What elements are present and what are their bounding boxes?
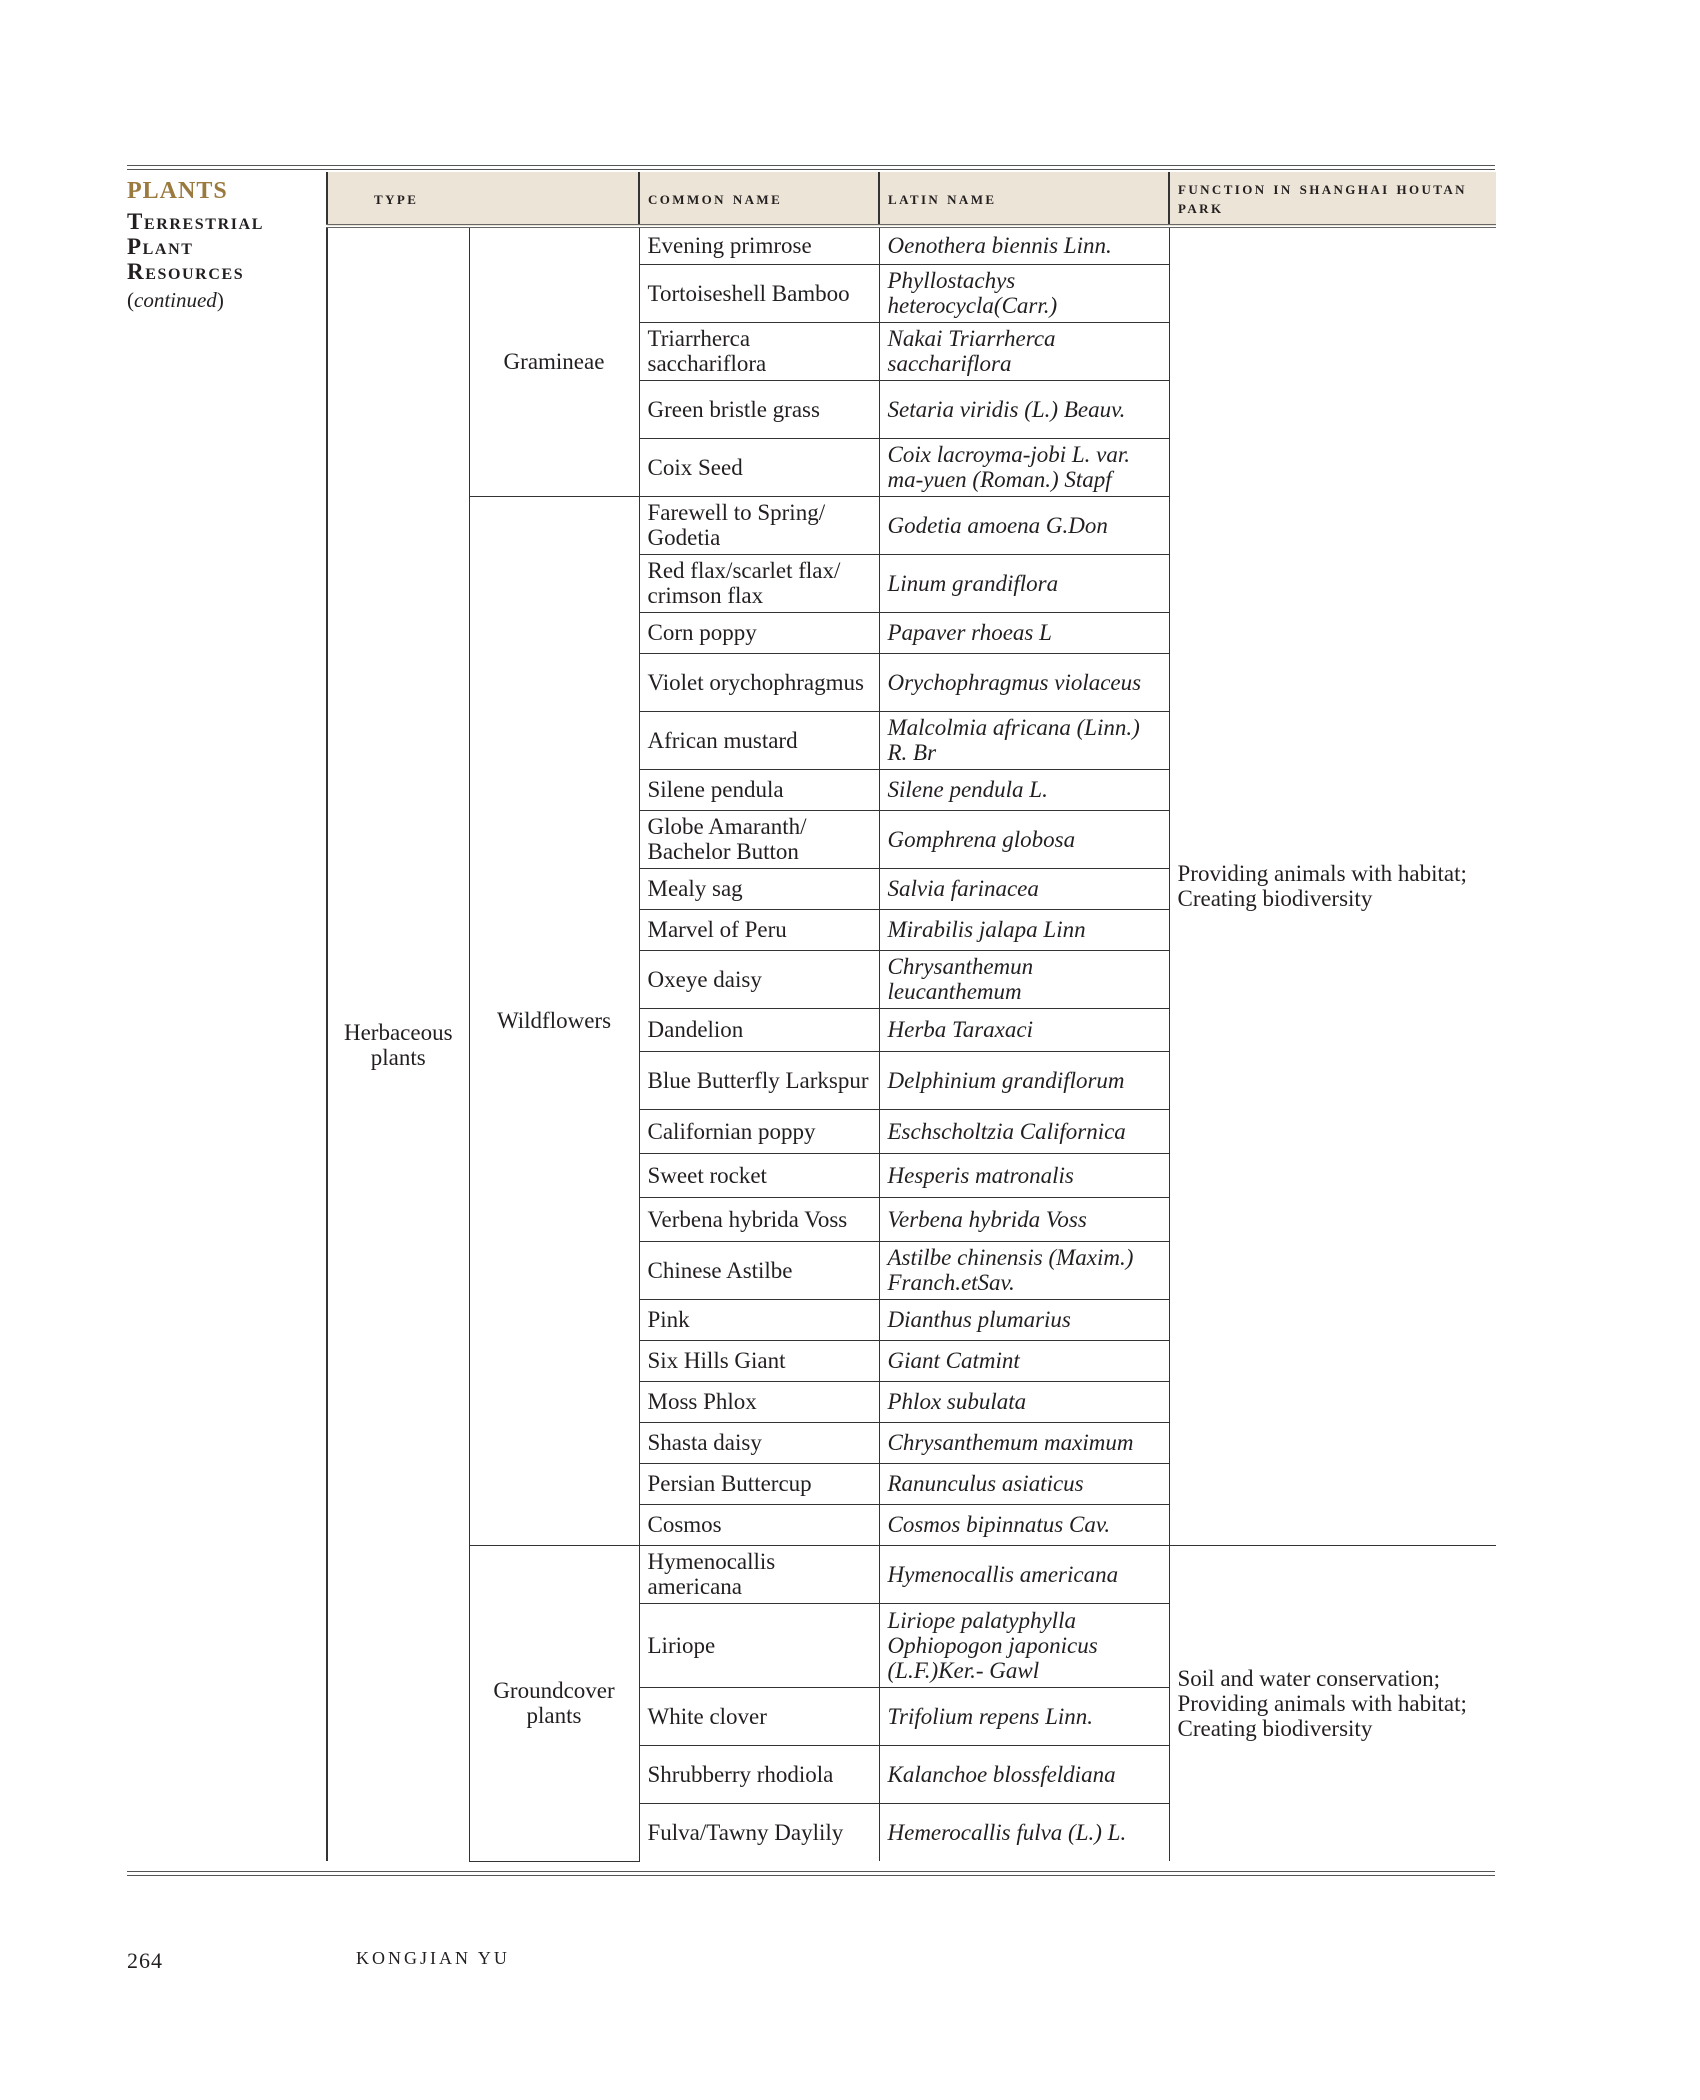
common-name-cell: Triarrherca sacchariflora xyxy=(639,322,879,380)
latin-name-cell: Ranunculus asiaticus xyxy=(879,1463,1169,1504)
common-name-cell: Violet orychophragmus xyxy=(639,653,879,711)
section-subtitle xyxy=(127,209,317,284)
table-header-row xyxy=(327,172,1496,226)
latin-name-cell: Hemerocallis fulva (L.) L. xyxy=(879,1803,1169,1861)
subtitle-line: Terrestrial xyxy=(127,209,264,234)
section-sidebar xyxy=(127,178,317,313)
latin-name-cell: Herba Taraxaci xyxy=(879,1008,1169,1051)
latin-name-cell: Verbena hybrida Voss xyxy=(879,1197,1169,1241)
latin-name-cell: Hymenocallis americana xyxy=(879,1545,1169,1603)
latin-name-cell: Trifolium repens Linn. xyxy=(879,1687,1169,1745)
common-name-cell: Californian poppy xyxy=(639,1109,879,1153)
common-name-cell: Tortoiseshell Bamboo xyxy=(639,264,879,322)
latin-name-cell: Oenothera biennis Linn. xyxy=(879,226,1169,264)
common-name-cell: Hymenocallis americana xyxy=(639,1545,879,1603)
bottom-rule-inner xyxy=(127,1875,1495,1876)
common-name-cell: Persian Buttercup xyxy=(639,1463,879,1504)
common-name-cell: Corn poppy xyxy=(639,612,879,653)
header-common-name: common name xyxy=(639,172,879,226)
latin-name-cell: Hesperis matronalis xyxy=(879,1153,1169,1197)
common-name-cell: African mustard xyxy=(639,711,879,769)
group-cell: Wildflowers xyxy=(469,496,639,1545)
common-name-cell: Silene pendula xyxy=(639,769,879,810)
common-name-cell: Green bristle grass xyxy=(639,380,879,438)
group-cell: Groundcover plants xyxy=(469,1545,639,1861)
common-name-cell: Shrubberry rhodiola xyxy=(639,1745,879,1803)
common-name-cell: Evening primrose xyxy=(639,226,879,264)
header-latin-name: latin name xyxy=(879,172,1169,226)
common-name-cell: Sweet rocket xyxy=(639,1153,879,1197)
common-name-cell: Mealy sag xyxy=(639,868,879,909)
latin-name-cell: Kalanchoe blossfeldiana xyxy=(879,1745,1169,1803)
top-rule-outer xyxy=(127,165,1495,166)
continued-note: (continued) xyxy=(127,288,224,312)
latin-name-cell: Papaver rhoeas L xyxy=(879,612,1169,653)
plants-table xyxy=(326,172,1496,1862)
common-name-cell: Dandelion xyxy=(639,1008,879,1051)
common-name-cell: Verbena hybrida Voss xyxy=(639,1197,879,1241)
common-name-cell: Blue Butterfly Larkspur xyxy=(639,1051,879,1109)
group-cell: Gramineae xyxy=(469,226,639,496)
common-name-cell: Chinese Astilbe xyxy=(639,1241,879,1299)
table-row xyxy=(327,1545,1496,1603)
latin-name-cell: Chrysanthemun leucanthemum xyxy=(879,950,1169,1008)
latin-name-cell: Eschscholtzia Californica xyxy=(879,1109,1169,1153)
common-name-cell: Coix Seed xyxy=(639,438,879,496)
table-row xyxy=(327,226,1496,264)
common-name-cell: Globe Amaranth/ Bachelor Button xyxy=(639,810,879,868)
latin-name-cell: Malcolmia africana (Linn.) R. Br xyxy=(879,711,1169,769)
category-cell: Herbaceous plants xyxy=(327,226,469,1861)
top-rule-inner xyxy=(127,169,1495,170)
common-name-cell: Six Hills Giant xyxy=(639,1340,879,1381)
common-name-cell: Red flax/scarlet flax/ crimson flax xyxy=(639,554,879,612)
common-name-cell: Pink xyxy=(639,1299,879,1340)
function-cell: Providing animals with habitat; Creating biodiversity xyxy=(1169,226,1496,1545)
latin-name-cell: Astilbe chinensis (Maxim.) Franch.etSav. xyxy=(879,1241,1169,1299)
latin-name-cell: Chrysanthemum maximum xyxy=(879,1422,1169,1463)
latin-name-cell: Linum grandiflora xyxy=(879,554,1169,612)
latin-name-cell: Dianthus plumarius xyxy=(879,1299,1169,1340)
latin-name-cell: Liriope palatyphylla Ophiopogon japonicus (L.F.)Ker.- Gawl xyxy=(879,1603,1169,1687)
latin-name-cell: Gomphrena globosa xyxy=(879,810,1169,868)
common-name-cell: Cosmos xyxy=(639,1504,879,1545)
common-name-cell: White clover xyxy=(639,1687,879,1745)
subtitle-line: Plant xyxy=(127,234,194,259)
running-footer-author: KONGJIAN YU xyxy=(356,1948,510,1968)
common-name-cell: Shasta daisy xyxy=(639,1422,879,1463)
common-name-cell: Marvel of Peru xyxy=(639,909,879,950)
subtitle-line: Resources xyxy=(127,259,245,284)
common-name-cell: Farewell to Spring/ Godetia xyxy=(639,496,879,554)
common-name-cell: Oxeye daisy xyxy=(639,950,879,1008)
latin-name-cell: Cosmos bipinnatus Cav. xyxy=(879,1504,1169,1545)
bottom-rule-outer xyxy=(127,1871,1495,1872)
latin-name-cell: Phyllostachys heterocycla(Carr.) xyxy=(879,264,1169,322)
latin-name-cell: Orychophragmus violaceus xyxy=(879,653,1169,711)
latin-name-cell: Mirabilis jalapa Linn xyxy=(879,909,1169,950)
header-function: function in shanghai houtan park xyxy=(1169,172,1496,226)
latin-name-cell: Giant Catmint xyxy=(879,1340,1169,1381)
continued-label: continued xyxy=(134,288,217,312)
header-type: type xyxy=(327,172,639,226)
page-number: 264 xyxy=(127,1948,163,1973)
latin-name-cell: Phlox subulata xyxy=(879,1381,1169,1422)
latin-name-cell: Delphinium grandiflorum xyxy=(879,1051,1169,1109)
section-title: PLANTS xyxy=(127,178,228,204)
latin-name-cell: Salvia farinacea xyxy=(879,868,1169,909)
common-name-cell: Fulva/Tawny Daylily xyxy=(639,1803,879,1861)
latin-name-cell: Godetia amoena G.Don xyxy=(879,496,1169,554)
latin-name-cell: Coix lacroyma-jobi L. var. ma-yuen (Roman.) Stapf xyxy=(879,438,1169,496)
latin-name-cell: Nakai Triarrherca sacchariflora xyxy=(879,322,1169,380)
common-name-cell: Moss Phlox xyxy=(639,1381,879,1422)
latin-name-cell: Setaria viridis (L.) Beauv. xyxy=(879,380,1169,438)
common-name-cell: Liriope xyxy=(639,1603,879,1687)
function-cell: Soil and water conservation; Providing animals with habitat; Creating biodiversity xyxy=(1169,1545,1496,1861)
latin-name-cell: Silene pendula L. xyxy=(879,769,1169,810)
